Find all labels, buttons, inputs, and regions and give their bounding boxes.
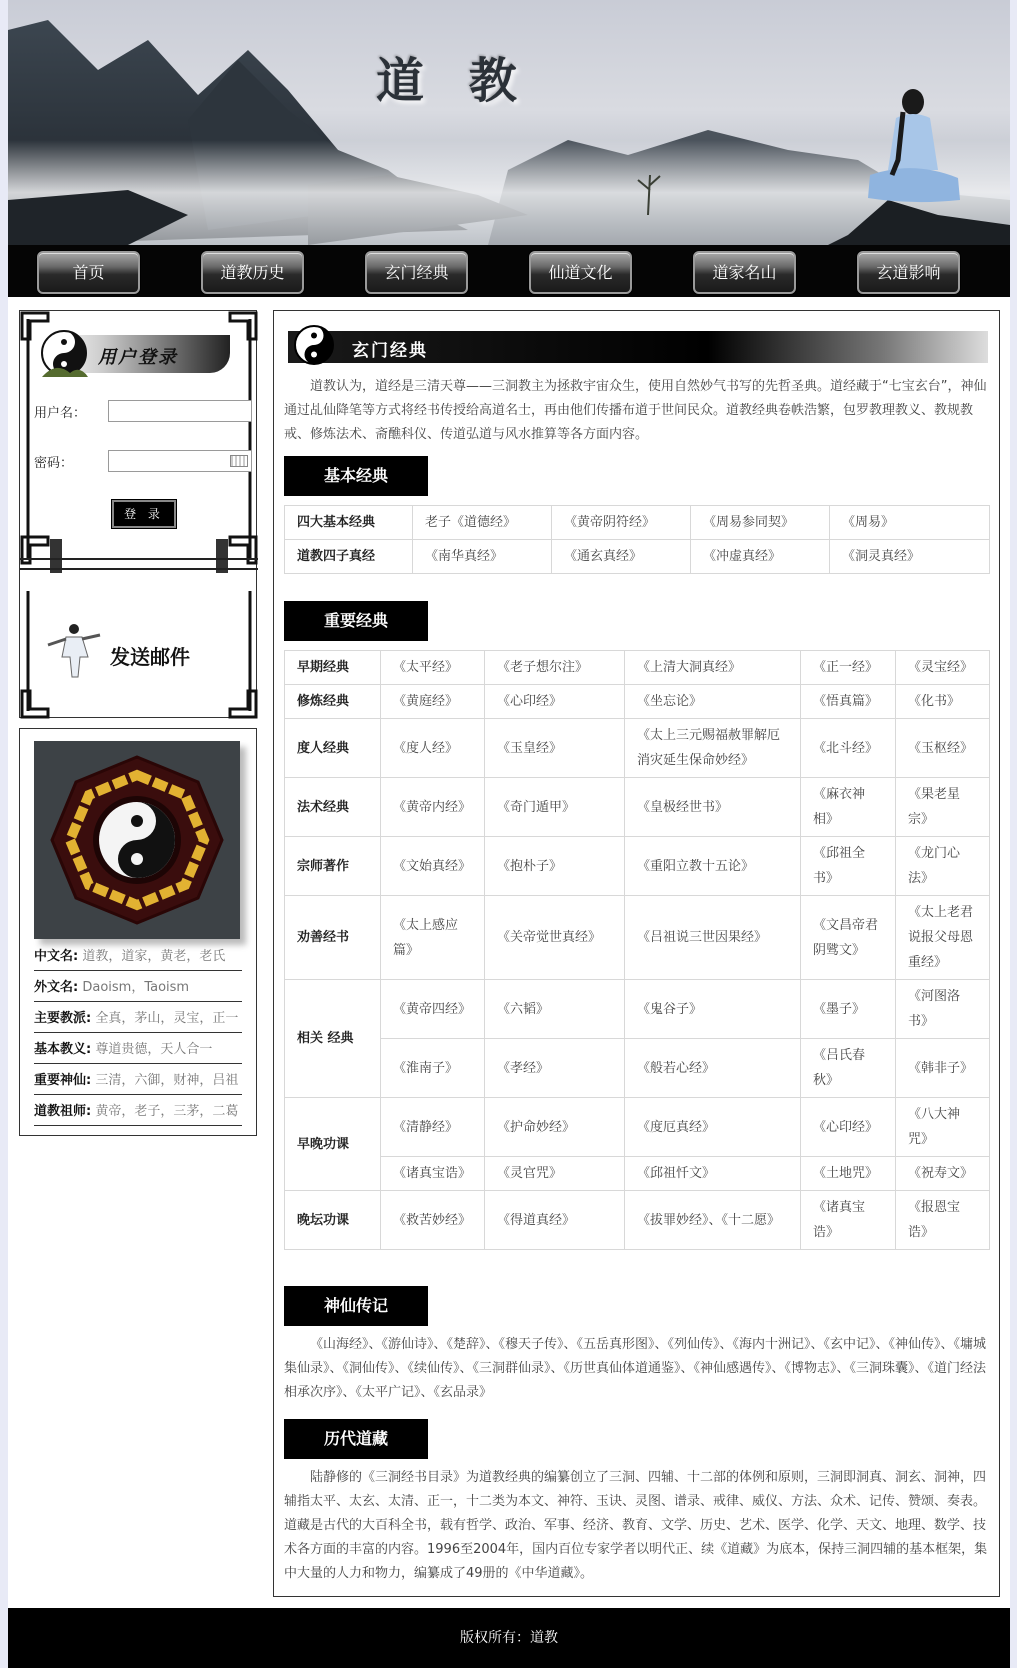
- table-cell: 《上清大洞真经》: [625, 651, 801, 685]
- table-row: [285, 1098, 990, 1157]
- page: [8, 0, 1010, 1668]
- basic-classics-table: [284, 505, 990, 574]
- row-header: 法术经典: [285, 778, 381, 837]
- table-row: [285, 540, 990, 574]
- main-header: [288, 331, 988, 363]
- canon-paragraph: 陆静修的《三洞经书目录》为道教经典的编纂创立了三洞、四辅、十二部的体例和原则，三洞即洞真、洞玄、洞神，四辅指太平、太玄、太清、正一，十二类为本文、神符、玉诀、灵图、谱录、戒律、威仪、方法、众术、记传、赞颂、奏表。道藏是古代的大百科全书，载有哲学、政治、军事、经济、教育、文学、历史、艺术、医学、化学、天文、地理、数学、技术各方面的丰富的内容。1996至2004年，国内百位专家学者以明代正、续《道藏》为底本，保持三洞四辅的基本框架，集中大量的人力和物力，编纂成了49册的《中华道藏》。: [284, 1470, 988, 1581]
- table-cell: 《玉枢经》: [896, 719, 990, 778]
- main-title: 玄门经典: [352, 341, 428, 361]
- table-cell: 《玉皇经》: [485, 719, 625, 778]
- table-cell: 《报恩宝诰》: [896, 1191, 990, 1250]
- row-header: 度人经典: [285, 719, 381, 778]
- intro-paragraph: 道教认为，道经是三清天尊——三洞教主为拯救宇宙众生，使用自然妙气书写的先哲圣典。道经藏于“七宝玄台”，神仙通过乩仙降笔等方式将经书传授给高道名士，再由他们传播布道于世间民众。道教经典卷帙浩繁，包罗教理教义、教规教戒、修炼法术、斋醮科仪、传道弘道与风水推算等各方面内容。: [284, 379, 987, 442]
- taoism-info-panel: [19, 728, 257, 1136]
- table-row: [285, 778, 990, 837]
- row-header: 劝善经书: [285, 896, 381, 980]
- table-cell: 《吕祖说三世因果经》: [625, 896, 801, 980]
- table-cell: 《洞灵真经》: [830, 540, 990, 574]
- bagua-icon: [34, 741, 240, 939]
- table-row: [285, 651, 990, 685]
- row-header: 早期经典: [285, 651, 381, 685]
- table-cell: 《文始真经》: [381, 837, 485, 896]
- info-row-founders: 道教祖师: 黄帝，老子，三茅，二葛: [34, 1098, 242, 1126]
- table-cell: 《周易》: [830, 506, 990, 540]
- info-row-deities: 重要神仙: 三清，六御，财神，吕祖: [34, 1067, 242, 1095]
- username-label: 用户名：: [34, 406, 87, 421]
- keyboard-icon[interactable]: [230, 455, 248, 467]
- table-row: [285, 506, 990, 540]
- row-header: 早晚功课: [285, 1098, 381, 1191]
- table-row: [285, 685, 990, 719]
- table-cell: 《黄帝内经》: [381, 778, 485, 837]
- table-cell: 《南华真经》: [413, 540, 552, 574]
- table-cell: 《邱祖忏文》: [625, 1157, 801, 1191]
- table-cell: 《土地咒》: [801, 1157, 896, 1191]
- table-cell: 《度厄真经》: [625, 1098, 801, 1157]
- table-cell: 《太上三元赐福赦罪解厄消灾延生保命妙经》: [625, 719, 801, 778]
- nav-history[interactable]: 道教历史: [201, 251, 304, 294]
- table-cell: 《邱祖全书》: [801, 837, 896, 896]
- table-cell: 《六韬》: [485, 980, 625, 1039]
- table-cell: 《太上老君说报父母恩重经》: [896, 896, 990, 980]
- table-row: [285, 980, 990, 1039]
- login-panel: [19, 310, 257, 718]
- mountain-landscape-icon: [8, 0, 1010, 245]
- immortal-biographies-text: 《山海经》、《游仙诗》、《楚辞》、《穆天子传》、《五岳真形图》、《列仙传》、《海内十洲记》、《玄中记》、《神仙传》、《墉城集仙录》、《洞仙传》、《续仙传》、《三洞群仙录》、《历世真仙体道通鉴》、《神仙感遇传》、《博物志》、《三洞珠囊》、《道门经法相承次序》、《太平广记》、《玄品录》: [284, 1337, 987, 1400]
- yin-yang-icon: [292, 323, 336, 367]
- table-cell: 《吕氏春秋》: [801, 1039, 896, 1098]
- table-cell: 《黄帝四经》: [381, 980, 485, 1039]
- banner: [8, 0, 1010, 245]
- table-cell: 《度人经》: [381, 719, 485, 778]
- info-row-schools: 主要教派: 全真，茅山，灵宝，正一: [34, 1005, 242, 1033]
- table-cell: 《坐忘论》: [625, 685, 801, 719]
- table-cell: 《冲虚真经》: [691, 540, 830, 574]
- table-cell: 《救苦妙经》: [381, 1191, 485, 1250]
- table-cell: 《心印经》: [801, 1098, 896, 1157]
- login-title: 用户登录: [98, 347, 178, 368]
- table-cell: 《周易参同契》: [691, 506, 830, 540]
- table-cell: 《化书》: [896, 685, 990, 719]
- table-cell: 《灵官咒》: [485, 1157, 625, 1191]
- table-cell: 《太上感应篇》: [381, 896, 485, 980]
- table-cell: 《八大神咒》: [896, 1098, 990, 1157]
- main-content: [273, 310, 1000, 1597]
- main-nav: [8, 245, 1010, 297]
- table-cell: 《诸真宝诰》: [801, 1191, 896, 1250]
- table-cell: 《老子想尔注》: [485, 651, 625, 685]
- table-row: [285, 1191, 990, 1250]
- section-title-basic: 基本经典: [284, 456, 428, 496]
- nav-mountains[interactable]: 道家名山: [693, 251, 796, 294]
- table-cell: 《墨子》: [801, 980, 896, 1039]
- table-cell: 《文昌帝君阴骘文》: [801, 896, 896, 980]
- table-cell: 《得道真经》: [485, 1191, 625, 1250]
- table-cell: 《正一经》: [801, 651, 896, 685]
- table-cell: 《黄帝阴符经》: [552, 506, 691, 540]
- table-cell: 《灵宝经》: [896, 651, 990, 685]
- nav-home[interactable]: 首页: [37, 251, 140, 294]
- table-cell: 《鬼谷子》: [625, 980, 801, 1039]
- login-button[interactable]: 登 录: [112, 500, 176, 528]
- password-label: 密码：: [34, 456, 74, 471]
- yin-yang-crane-icon: [36, 325, 92, 381]
- table-cell: 《奇门遁甲》: [485, 778, 625, 837]
- table-cell: 《关帝觉世真经》: [485, 896, 625, 980]
- username-input[interactable]: [108, 400, 252, 422]
- table-cell: 《重阳立教十五论》: [625, 837, 801, 896]
- table-cell: 《孝经》: [485, 1039, 625, 1098]
- table-cell: 老子《道德经》: [413, 506, 552, 540]
- important-classics-table: [284, 650, 990, 1250]
- table-cell: 《清静经》: [381, 1098, 485, 1157]
- row-header: 四大基本经典: [285, 506, 413, 540]
- table-cell: 《般若心经》: [625, 1039, 801, 1098]
- table-cell: 《淮南子》: [381, 1039, 485, 1098]
- info-row-chinese-name: 中文名: 道教，道家，黄老，老氏: [34, 943, 242, 971]
- section-title-canon: 历代道藏: [284, 1419, 428, 1459]
- table-cell: 《韩非子》: [896, 1039, 990, 1098]
- nav-culture[interactable]: 仙道文化: [529, 251, 632, 294]
- table-cell: 《太平经》: [381, 651, 485, 685]
- nav-influence[interactable]: 玄道影响: [857, 251, 960, 294]
- table-cell: 《麻衣神相》: [801, 778, 896, 837]
- table-cell: 《皇极经世书》: [625, 778, 801, 837]
- row-header: 修炼经典: [285, 685, 381, 719]
- info-row-foreign-name: 外文名: Daoism，Taoism: [34, 974, 242, 1002]
- nav-classics[interactable]: 玄门经典: [365, 251, 468, 294]
- send-mail-link[interactable]: [20, 581, 256, 717]
- table-cell: 《抱朴子》: [485, 837, 625, 896]
- table-cell: 《心印经》: [485, 685, 625, 719]
- table-cell: 《果老星宗》: [896, 778, 990, 837]
- table-cell: 《悟真篇》: [801, 685, 896, 719]
- table-row: [285, 837, 990, 896]
- row-header: 道教四子真经: [285, 540, 413, 574]
- table-cell: 《黄庭经》: [381, 685, 485, 719]
- send-mail-label: 发送邮件: [110, 645, 190, 669]
- table-row: [285, 1039, 990, 1098]
- row-header: 相关 经典: [285, 980, 381, 1098]
- table-cell: 《通玄真经》: [552, 540, 691, 574]
- bagua-image: [34, 741, 240, 939]
- table-cell: 《护命妙经》: [485, 1098, 625, 1157]
- info-row-doctrine: 基本教义: 尊道贵德，天人合一: [34, 1036, 242, 1064]
- table-cell: 《诸真宝诰》: [381, 1157, 485, 1191]
- section-title-important: 重要经典: [284, 601, 428, 641]
- table-row: [285, 1157, 990, 1191]
- site-title: 道 教: [376, 53, 531, 109]
- table-cell: 《北斗经》: [801, 719, 896, 778]
- footer: 版权所有：道教: [8, 1608, 1010, 1668]
- table-row: [285, 896, 990, 980]
- section-title-immortal: 神仙传记: [284, 1286, 428, 1326]
- taichi-figure-icon: [44, 621, 104, 681]
- row-header: 宗师著作: [285, 837, 381, 896]
- row-header: 晚坛功课: [285, 1191, 381, 1250]
- table-cell: 《河图洛书》: [896, 980, 990, 1039]
- table-cell: 《龙门心法》: [896, 837, 990, 896]
- table-cell: 《祝寿文》: [896, 1157, 990, 1191]
- table-row: [285, 719, 990, 778]
- table-cell: 《拔罪妙经》、《十二愿》: [625, 1191, 801, 1250]
